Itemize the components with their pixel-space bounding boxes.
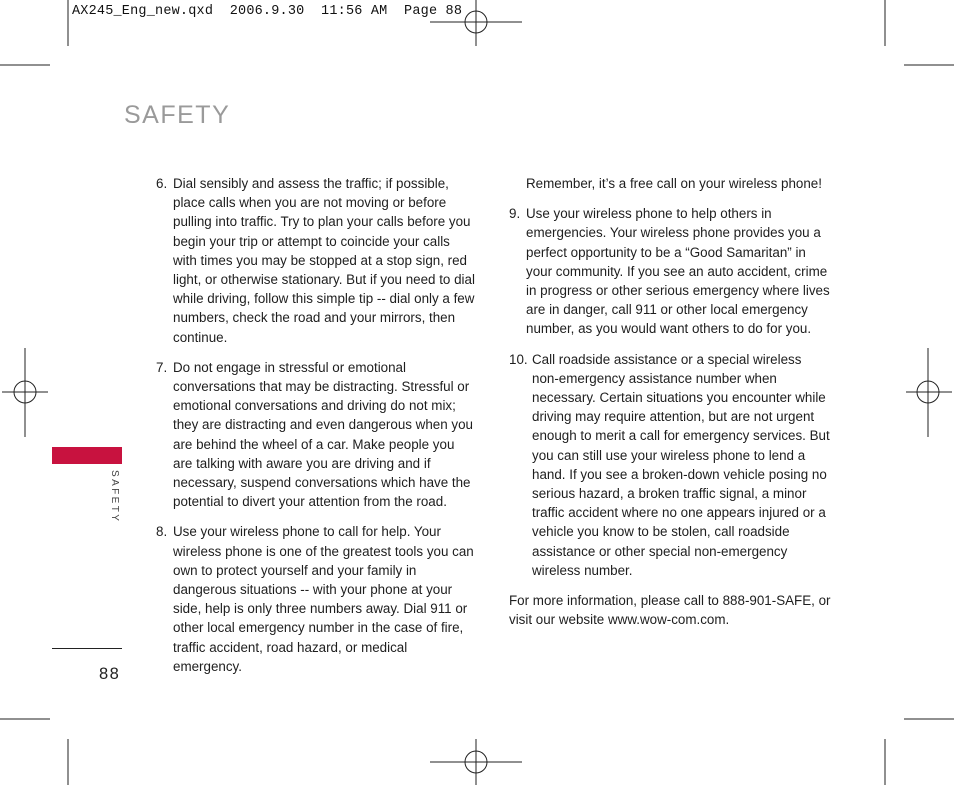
left-column: [156, 174, 476, 687]
item-number: 6.: [156, 176, 168, 191]
item-text: Call roadside assistance or a special wireless non-emergency assistance number when necessary. Certain situations you encounter while driving may require attention, but are not urgent enough to merit a call for emergency services. But you can still use your wireless phone to lend a hand. If you see a broken-down vehicle posing no serious hazard, a broken traffic signal, a minor traffic accident where no one appears injured or a vehicle you know to be stolen, call roadside assistance or other special non-emergency wireless number.: [532, 351, 830, 578]
list-item: [156, 174, 476, 347]
closing-text: For more information, please call to 888-901-SAFE, or visit our website www.wow-com.com.: [509, 593, 831, 628]
section-tab: [52, 447, 122, 464]
right-column: [509, 174, 831, 640]
print-slug: AX245_Eng_new.qxd 2006.9.30 11:56 AM Page 88: [72, 4, 463, 19]
list-item: [156, 522, 476, 676]
item-text: Use your wireless phone to help others in emergencies. Your wireless phone provides you a perfect opportunity to be a “Good Samaritan” in your community. If you see an auto accident, crime in progress or other serious emergency where lives are in danger, call 911 or other local emergency number, as you would want others to do for you.: [526, 206, 830, 337]
item-number: 9.: [509, 206, 521, 222]
list-item: [156, 358, 476, 512]
item-text: Use your wireless phone to call for help. Your wireless phone is one of the greatest tools you can own to protect yourself and your family in dangerous situations -- with your phone at your side, help is only three numbers away. Dial 911 or other local emergency number in the case of fire, traffic accident, road hazard, or medical emergency.: [173, 524, 474, 674]
page-number: 88: [99, 665, 121, 683]
list-item: [509, 350, 831, 580]
item-text: Dial sensibly and assess the traffic; if possible, place calls when you are not moving or before pulling into traffic. Try to plan your calls before you begin your trip or attempt to coincide your calls with times you may be stopped at a stop sign, red light, or otherwise stationary. But if you need to dial while driving, follow this simple tip -- dial only a few numbers, check the road and your mirrors, then continue.: [173, 176, 475, 345]
footer-rule: [52, 648, 122, 649]
item-number: 10.: [509, 351, 528, 367]
side-tab-label: SAFETY: [109, 470, 120, 524]
item-number: 7.: [156, 359, 168, 375]
list-item: [509, 204, 831, 338]
item-text: Do not engage in stressful or emotional conversations that may be distracting. Stressful or emotional conversations and driving do not mix; they are distracting and even dangerous when you are behind the wheel of a car. Make people you are talking with aware you are driving and if necessary, suspend conversations which have the potential to divert your attention from the road.: [173, 359, 474, 510]
section-title: SAFETY: [124, 101, 231, 129]
continuation-text: Remember, it’s a free call on your wireless phone!: [526, 176, 822, 191]
item-number: 8.: [156, 524, 168, 540]
